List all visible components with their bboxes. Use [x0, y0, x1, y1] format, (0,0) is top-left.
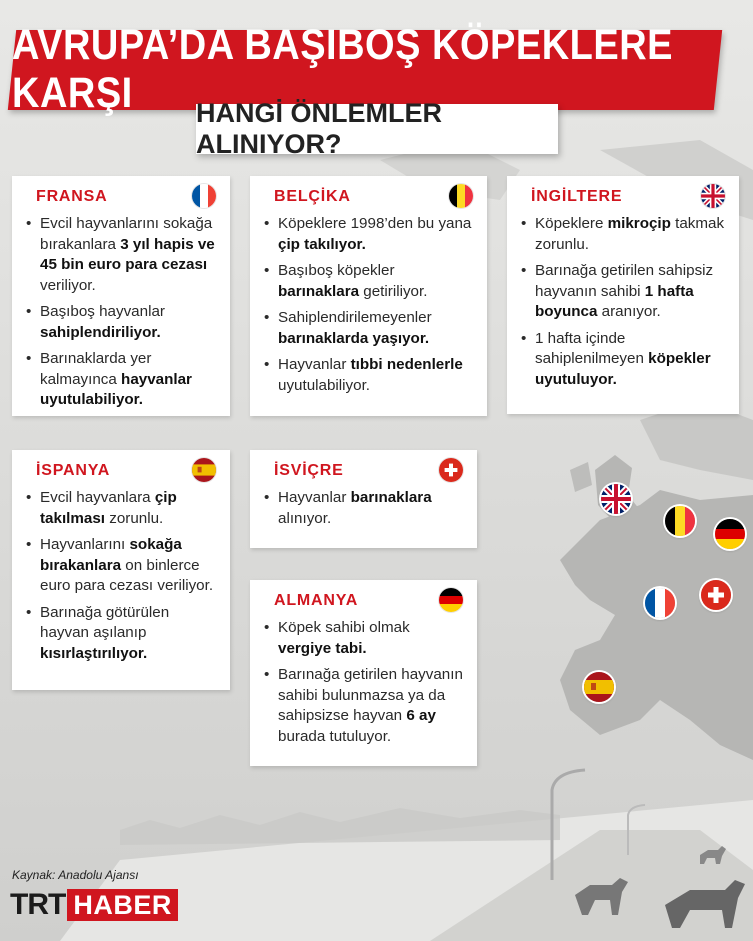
item-emphasis: sahiplendiriliyor. — [40, 323, 161, 341]
logo-haber: HABER — [67, 889, 178, 921]
item-text: aranıyor. — [597, 303, 661, 320]
germany-flag-icon — [715, 519, 745, 549]
card-list — [264, 618, 463, 747]
item-emphasis: çip takılıyor. — [278, 235, 366, 253]
spain-flag-icon — [192, 458, 216, 482]
trt-haber-logo — [10, 888, 178, 922]
uk-flag-icon — [601, 484, 631, 514]
switzerland-flag-icon — [701, 580, 731, 610]
item-text: Başıboş hayvanlar — [40, 303, 165, 320]
list-item — [521, 261, 725, 323]
list-item — [264, 488, 463, 529]
item-text: Köpeklere — [535, 215, 608, 232]
item-emphasis: sokağa bırakanlara — [40, 536, 182, 574]
belgium-flag-icon — [449, 184, 473, 208]
item-text: burada tutuluyor. — [278, 727, 392, 745]
card-title: İNGİLTERE — [531, 188, 623, 205]
card-title: ALMANYA — [274, 592, 359, 609]
item-text: Barınağa getirilen hayvanın sahibi bulunmazsa ya da sahipsizse hayvan — [278, 666, 463, 724]
item-text: Evcil hayvanlara — [40, 489, 155, 506]
switzerland-flag-icon — [439, 458, 463, 482]
page-subtitle: HANGİ ÖNLEMLER ALINIYOR? — [196, 104, 558, 154]
list-item — [264, 665, 463, 747]
map-flag-belgium — [665, 506, 695, 536]
item-emphasis: barınaklara — [350, 489, 432, 506]
list-item — [521, 214, 725, 255]
map-flag-uk — [601, 484, 631, 514]
germany-flag-icon — [439, 588, 463, 612]
item-text: uyutulabiliyor. — [278, 376, 371, 394]
card-ispanya — [12, 450, 230, 690]
list-item — [264, 618, 463, 659]
list-item — [264, 308, 473, 349]
source-credit: Kaynak: Anadolu Ajansı — [12, 868, 139, 882]
list-item — [264, 261, 473, 302]
map-flag-spain — [584, 672, 614, 702]
item-emphasis: çip takılması — [40, 489, 177, 527]
list-item — [26, 302, 216, 343]
item-text: Barınağa getirilen sahipsiz hayvanın sahibi — [535, 262, 714, 300]
item-emphasis: barınaklarda yaşıyor. — [278, 329, 430, 347]
card-list — [264, 488, 463, 529]
item-text: Sahiplendirilemeyenler — [278, 309, 432, 326]
map-flag-france — [645, 588, 675, 618]
map-flag-germany — [715, 519, 745, 549]
france-flag-icon — [645, 588, 675, 618]
card-list — [264, 214, 473, 396]
uk-flag-icon — [701, 184, 725, 208]
item-emphasis: barınaklara — [278, 282, 360, 300]
map-flag-switzerland — [701, 580, 731, 610]
card-list — [521, 214, 725, 390]
item-text: zorunlu. — [105, 509, 164, 527]
list-item — [26, 349, 216, 411]
item-emphasis: tıbbi nedenlerle — [350, 356, 463, 373]
list-item — [264, 355, 473, 396]
item-emphasis: hayvanlar uyutulabiliyor. — [40, 370, 192, 408]
item-emphasis: köpekler uyutuluyor. — [535, 350, 711, 388]
item-text: Hayvanlar — [278, 489, 351, 506]
list-item — [26, 535, 216, 597]
item-text: getiriliyor. — [359, 282, 428, 300]
list-item — [26, 214, 216, 296]
item-emphasis: 3 yıl hapis ve 45 bin euro para cezası — [40, 235, 215, 273]
spain-flag-icon — [584, 672, 614, 702]
item-text: Evcil hayvanlarını sokağa bırakanlara — [40, 215, 213, 253]
list-item — [26, 488, 216, 529]
list-item — [26, 603, 216, 665]
item-text: Barınaklarda yer kalmayınca — [40, 350, 152, 388]
card-title: İSVİÇRE — [274, 462, 344, 479]
logo-trt: TRT — [10, 888, 66, 921]
item-text: Hayvanlarını — [40, 536, 130, 553]
item-text: 1 hafta içinde sahiplenilmeyen — [535, 329, 649, 367]
list-item — [264, 214, 473, 255]
list-item — [521, 329, 725, 391]
item-emphasis: mikroçip — [607, 215, 671, 232]
card-fransa — [12, 176, 230, 416]
item-text: Köpek sahibi olmak — [278, 619, 410, 636]
card-list — [26, 214, 216, 411]
item-text: Köpeklere 1998’den bu yana — [278, 215, 472, 232]
card-ingiltere — [507, 176, 739, 414]
france-flag-icon — [192, 184, 216, 208]
card-almanya — [250, 580, 477, 766]
card-title: İSPANYA — [36, 462, 111, 479]
item-emphasis: 1 hafta boyunca — [535, 282, 694, 320]
item-emphasis: kısırlaştırılıyor. — [40, 644, 148, 662]
item-text: Başıboş köpekler — [278, 262, 395, 279]
item-text: Hayvanlar — [278, 356, 351, 373]
item-text: Barınağa götürülen hayvan aşılanıp — [40, 603, 170, 641]
card-title: BELÇİKA — [274, 188, 351, 205]
card-belcika — [250, 176, 487, 416]
item-emphasis: 6 ay — [406, 707, 436, 724]
item-emphasis: vergiye tabi. — [278, 639, 367, 657]
item-text: alınıyor. — [278, 509, 332, 527]
item-text: on binlerce euro para cezası veriliyor. — [40, 556, 214, 594]
card-list — [26, 488, 216, 664]
card-title: FRANSA — [36, 188, 108, 205]
card-isvicre — [250, 450, 477, 548]
item-text: veriliyor. — [40, 276, 96, 294]
page-title: AVRUPA’DA BAŞIBOŞ KÖPEKLERE KARŞI — [12, 21, 673, 118]
item-text: takmak zorunlu. — [535, 215, 725, 253]
belgium-flag-icon — [665, 506, 695, 536]
